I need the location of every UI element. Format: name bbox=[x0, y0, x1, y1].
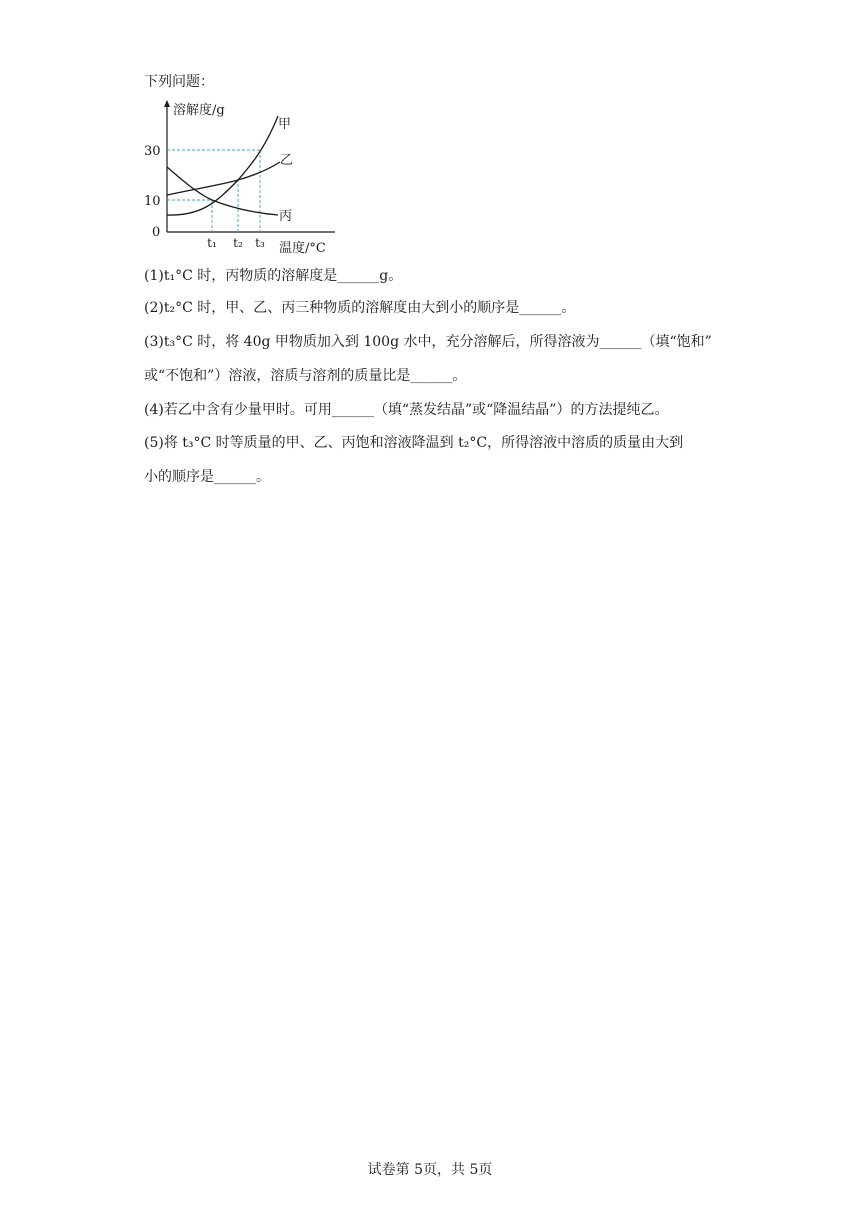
question-3-line-1: (3)t₃°C 时，将 40g 甲物质加入到 100g 水中，充分溶解后，所得溶液为______（填“饱和” bbox=[144, 334, 712, 350]
y-axis-arrow bbox=[164, 100, 170, 107]
curve-label-bing: 丙 bbox=[279, 209, 293, 224]
question-5-line-1: (5)将 t₃°C 时等质量的甲、乙、丙饱和溶液降温到 t₂°C，所得溶液中溶质的质量由大到 bbox=[144, 435, 684, 451]
y-axis-label: 溶解度/g bbox=[173, 103, 225, 118]
x-tick-t3: t₃ bbox=[255, 236, 265, 250]
y-tick-10: 10 bbox=[144, 194, 161, 209]
curve-label-jia: 甲 bbox=[278, 117, 292, 132]
page-footer: 试卷第 5页，共 5页 bbox=[367, 1162, 493, 1178]
y-tick-30: 30 bbox=[144, 144, 161, 159]
curve-label-yi: 乙 bbox=[280, 153, 294, 168]
question-3-line-2: 或“不饱和”）溶液，溶质与溶剂的质量比是______。 bbox=[144, 368, 467, 384]
intro-text: 下列问题： bbox=[144, 74, 214, 90]
solubility-curve-graph bbox=[140, 96, 340, 258]
question-1: (1)t₁°C 时，丙物质的溶解度是______g。 bbox=[144, 268, 403, 284]
x-tick-t1: t₁ bbox=[207, 236, 217, 250]
x-tick-t2: t₂ bbox=[233, 236, 243, 250]
question-4: (4)若乙中含有少量甲时。可用______（填“蒸发结晶”或“降温结晶”）的方法提纯乙。 bbox=[144, 402, 669, 418]
curve-yi bbox=[167, 162, 280, 195]
origin-label: 0 bbox=[152, 225, 161, 240]
question-5-line-2: 小的顺序是______。 bbox=[144, 469, 270, 485]
question-2: (2)t₂°C 时，甲、乙、丙三种物质的溶解度由大到小的顺序是______。 bbox=[144, 300, 576, 316]
x-axis-label: 温度/°C bbox=[279, 241, 326, 256]
